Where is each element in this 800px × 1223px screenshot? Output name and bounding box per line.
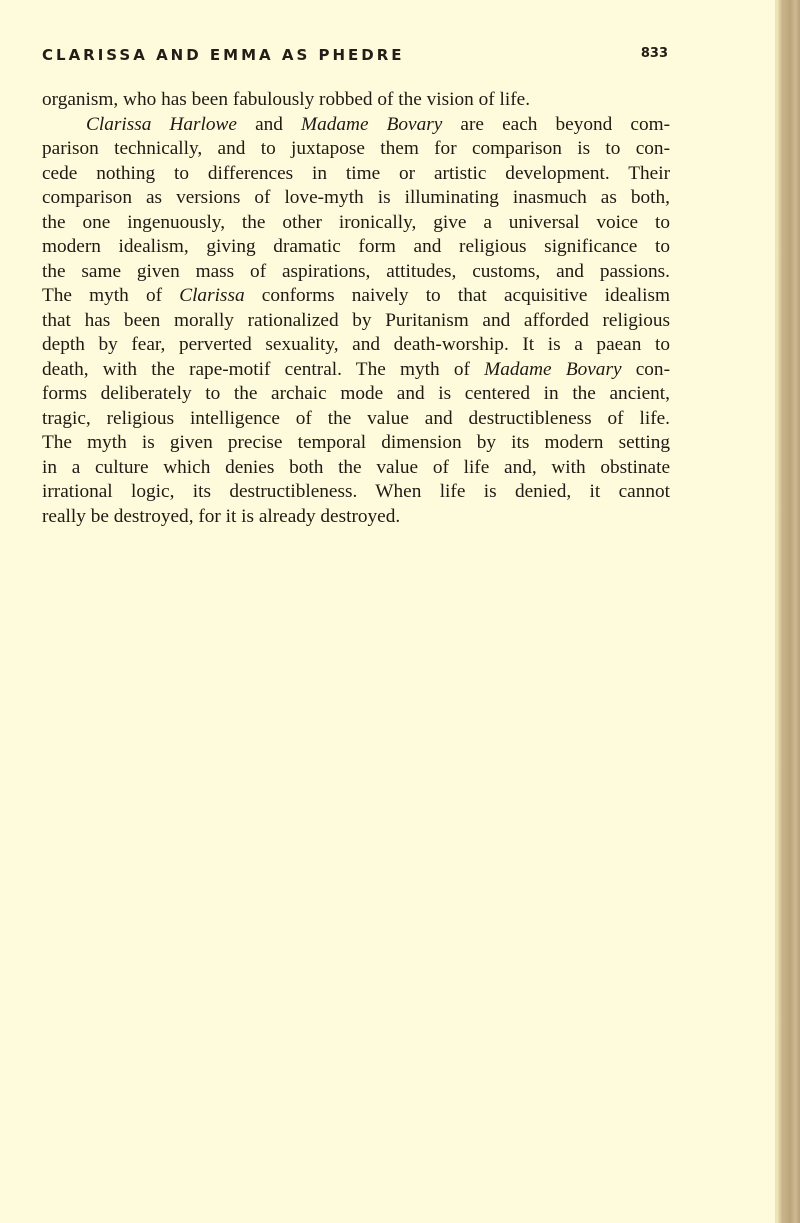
text-segment: the same given mass of aspirations, attitudes, customs, and passions. (42, 260, 670, 282)
text-segment: and (236, 113, 302, 135)
text-line (42, 505, 670, 530)
text-segment: really be destroyed, for it is already destroyed. (42, 505, 401, 527)
text-segment: The myth is given precise temporal dimension by its modern setting (42, 432, 670, 453)
text-segment: conforms naively to that acquisitive idealism (244, 285, 671, 306)
text-line (42, 260, 670, 285)
running-title: CLARISSA AND EMMA AS PHEDRE (42, 46, 405, 64)
italic-title: Madame Bovary (301, 113, 443, 135)
text-segment: death, with the rape-motif central. The myth of (42, 358, 485, 380)
italic-title: Clarissa (179, 285, 245, 306)
text-segment: cede nothing to differences in time or artistic development. Their (42, 162, 670, 184)
text-line (42, 480, 670, 505)
text-segment: modern idealism, giving dramatic form and religious significance to (42, 236, 670, 257)
text-line (42, 284, 670, 309)
text-segment: con- (621, 358, 670, 380)
text-line (42, 137, 670, 162)
text-line (42, 407, 670, 432)
text-line (42, 186, 670, 211)
text-line (42, 211, 670, 236)
text-line (42, 456, 670, 481)
page-number: 833 (640, 46, 668, 61)
italic-title: Madame Bovary (484, 358, 622, 380)
text-line (42, 358, 670, 383)
text-line (42, 162, 670, 187)
text-line (42, 382, 670, 407)
text-segment: organism, who has been fabulously robbed of the vision of life. (42, 89, 531, 110)
text-segment: tragic, religious intelligence of the value and destructibleness of life. (42, 407, 670, 429)
text-line (42, 113, 670, 138)
text-segment: depth by fear, perverted sexuality, and death-worship. It is a paean to (42, 334, 670, 355)
text-line (42, 235, 670, 260)
book-edge (778, 0, 800, 1223)
text-segment: are each beyond com- (442, 113, 671, 135)
text-segment: forms deliberately to the archaic mode and is centered in the ancient, (42, 383, 670, 404)
italic-title: Clarissa Harlowe (86, 113, 237, 135)
text-segment: in a culture which denies both the value of life and, with obstinate (42, 456, 670, 478)
text-segment: that has been morally rationalized by Puritanism and afforded religious (42, 309, 670, 331)
text-segment: comparison as versions of love-myth is illuminating inasmuch as both, (42, 187, 670, 208)
text-segment: irrational logic, its destructibleness. When life is denied, it cannot (42, 481, 670, 502)
text-segment: the one ingenuously, the other ironically, give a universal voice to (42, 211, 670, 233)
running-header (42, 46, 668, 64)
body-text (42, 88, 670, 529)
text-line (42, 431, 670, 456)
text-line (42, 333, 670, 358)
text-segment: parison technically, and to juxtapose them for comparison is to con- (42, 138, 670, 159)
text-segment: The myth of (42, 285, 180, 306)
text-line (42, 309, 670, 334)
text-line (42, 88, 670, 113)
